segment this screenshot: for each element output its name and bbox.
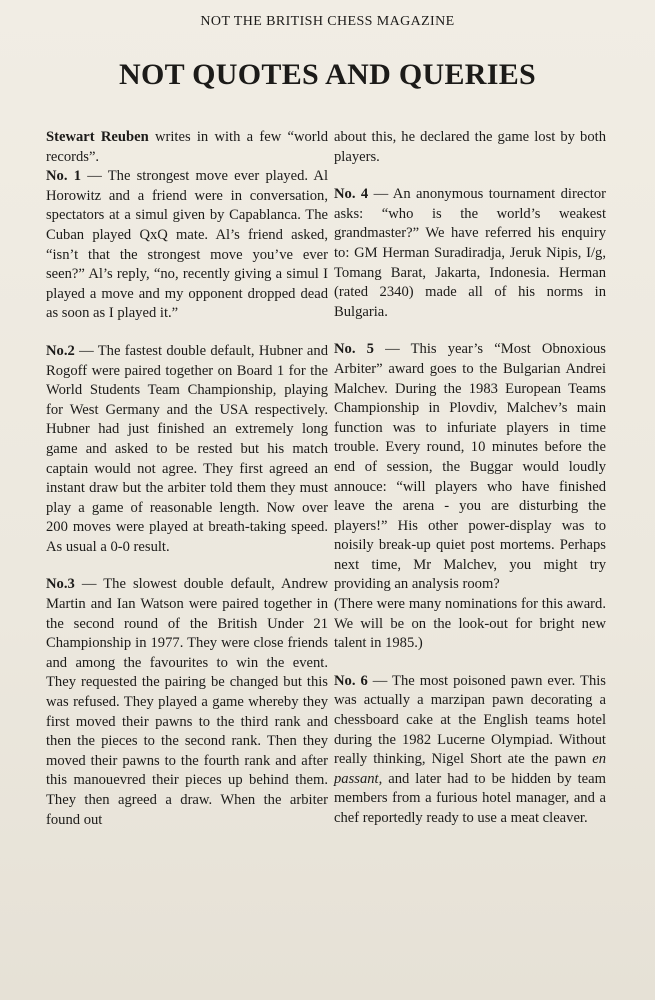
item-6	[334, 672, 606, 829]
page-title: NOT QUOTES AND QUERIES	[119, 58, 536, 91]
item-6-label: No. 6	[334, 672, 368, 689]
item-6-text-after: and later had to be hidden by team members from a furious hotel manager, and a chef reportedly ready to use a meat cleaver.	[334, 770, 606, 826]
item-1-label: No. 1	[46, 168, 81, 185]
item-3	[46, 575, 328, 830]
item-5-label: No. 5	[334, 341, 374, 358]
item-5	[334, 340, 606, 595]
right-column	[334, 128, 606, 847]
item-3-label: No.3	[46, 576, 75, 593]
item-4	[334, 185, 606, 322]
item-2-label: No.2	[46, 342, 75, 359]
running-head: NOT THE BRITISH CHESS MAGAZINE	[200, 14, 455, 29]
intro-paragraph	[46, 128, 328, 167]
intro-author: Stewart Reuben	[46, 129, 149, 145]
item-6-italic: en passant,	[334, 751, 606, 787]
item-5-text: — This year’s “Most Obnoxious Arbiter” award goes to the Bulgarian Andrei Malchev. During the 1983 European Teams Championship in Plovdiv, Malchev’s main function was to infuriate players in time trouble. Every round, 10 minutes before the end of session, the Buggar would loudly annouce: “will players who have finished leave the arena - you are disturbing the players!” His other power-display was to noisily break-up quiet post mortems. Perhaps next time, Mr Malchev, you might try providing an analysis room?	[334, 341, 606, 593]
item-2	[46, 342, 328, 558]
item-1	[46, 167, 328, 324]
item-5-note: (There were many nominations for this award. We will be on the look-out for bright new talent in 1985.)	[334, 596, 606, 652]
item-4-text: — An anonymous tournament director asks: “who is the world’s weakest grandmaster?” We have referred his enquiry to: GM Herman Suradiradja, Jeruk Nipis, I/g, Tomang Barat, Jakarta, Indonesia. Herman (rated 2340) made all of his norms in Bulgaria.	[334, 186, 607, 320]
item-3-continuation: about this, he declared the game lost by both players.	[334, 129, 606, 165]
item-6-text-before: — The most poisoned pawn ever. This was actually a marzipan pawn decorating a chessboard cake at the English teams hotel during the 1982 Lucerne Olympiad. Without really thinking, Nigel Short ate the pawn	[334, 672, 606, 768]
item-1-text: — The strongest move ever played. Al Horowitz and a friend were in conversation, spectators at a simul given by Capablanca. The Cuban played QxQ mate. Al’s friend asked, “isn’t that the strongest move you’ve ever seen?” Al’s reply, “no, recently giving a simul I played a move and my opponent dropped dead as soon as I played it.”	[46, 168, 329, 322]
intro-text: writes in with a few “world records”.	[46, 129, 328, 165]
item-4-label: No. 4	[334, 186, 369, 203]
item-3-text: — The slowest double default, Andrew Martin and Ian Watson were paired together in the second round of the British Under 21 Championship in 1977. They were close friends and among the favourites to win the event. They requested the pairing be changed but this was refused. They played a game whereby they first moved their pawns to the third rank and then the pieces to the second rank. Then they moved their pawns to the fourth rank and after this manouevred their pieces up behind them. They then agreed a draw. When the arbiter found out	[46, 576, 328, 828]
left-column	[46, 128, 328, 848]
item-2-text: — The fastest double default, Hubner and Rogoff were paired together on Board 1 for the World Students Team Championship, playing for West Germany and the USA respectively. Hubner had just finished an extremely long game and asked to be rested but his match captain would not agree. They first agreed an instant draw but the arbiter told them they must play a game of reasonable length. Now over 200 moves were played at breath-taking speed. As usual a 0-0 result.	[46, 342, 328, 555]
